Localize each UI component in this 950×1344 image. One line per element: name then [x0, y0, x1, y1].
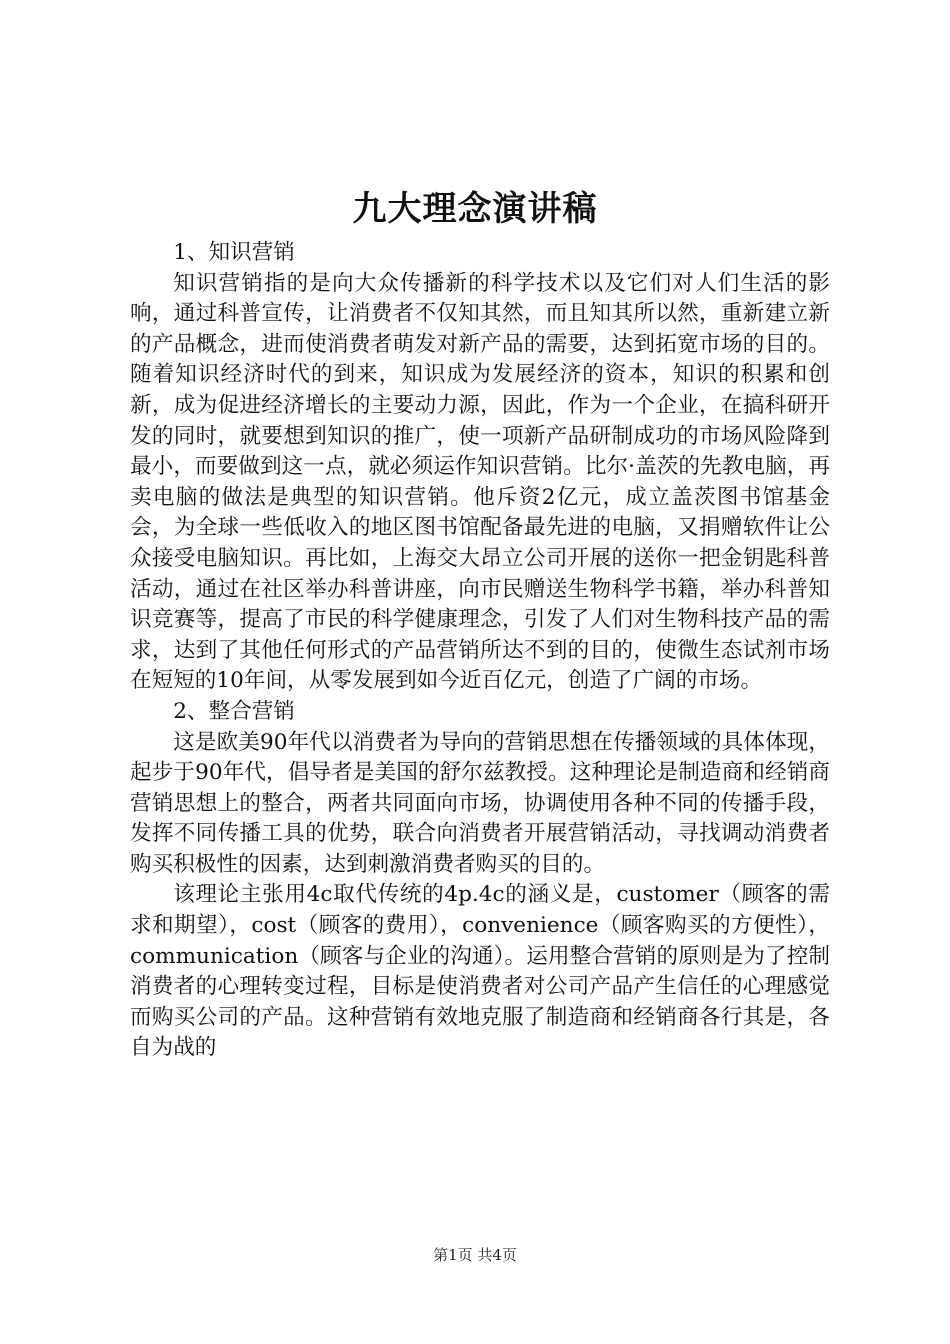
- section-heading-knowledge-marketing: 1、知识营销: [173, 240, 295, 265]
- document-title: 九大理念演讲稿: [352, 189, 598, 229]
- page-footer: 第1页 共4页: [433, 1246, 517, 1264]
- paragraph-integrated-marketing-intro: 这是欧美90年代以消费者为导向的营销思想在传播领域的具体体现，起步于90年代，倡导者是美国的舒尔兹教授。这种理论是制造商和经销商营销思想上的整合，两者共同面向市场，协调使用各种不同的传播手段，发挥不同传播工具的优势，联合向消费者开展营销活动，寻找调动消费者购买积极性的因素，达到刺激消费者购买的目的。: [130, 729, 830, 877]
- section-heading-integrated-marketing: 2、整合营销: [173, 698, 295, 724]
- paragraph-integrated-marketing-4c: 该理论主张用4c取代传统的4p.4c的涵义是，customer（顾客的需求和期望），cost（顾客的费用），convenience（顾客购买的方便性），communication（顾客与企业的沟通）。运用整合营销的原则是为了控制消费者的心理转变过程，目标是使消费者对公司产品产生信任的心理感觉而购买公司的产品。这种营销有效地克服了制造商和经销商各行其是，各自为战的: [130, 882, 830, 1061]
- paragraph-knowledge-marketing: 知识营销指的是向大众传播新的科学技术以及它们对人们生活的影响，通过科普宣传，让消费者不仅知其然，而且知其所以然，重新建立新的产品概念，进而使消费者萌发对新产品的需要，达到拓宽市场的目的。随着知识经济时代的到来，知识成为发展经济的资本，知识的积累和创新，成为促进经济增长的主要动力源，因此，作为一个企业，在搞科研开发的同时，就要想到知识的推广，使一项新产品研制成功的市场风险降到最小，而要做到这一点，就必须运作知识营销。比尔·盖茨的先教电脑，再卖电脑的做法是典型的知识营销。他斥资2亿元，成立盖茨图书馆基金会，为全球一些低收入的地区图书馆配备最先进的电脑，又捐赠软件让公众接受电脑知识。再比如，上海交大昂立公司开展的送你一把金钥匙科普活动，通过在社区举办科普讲座，向市民赠送生物科学书籍，举办科普知识竞赛等，提高了市民的科学健康理念，引发了人们对生物科技产品的需求，达到了其他任何形式的产品营销所达不到的目的，使微生态试剂市场在短短的10年间，从零发展到如今近百亿元，创造了广阔的市场。: [130, 270, 830, 694]
- document-body: [130, 238, 830, 1064]
